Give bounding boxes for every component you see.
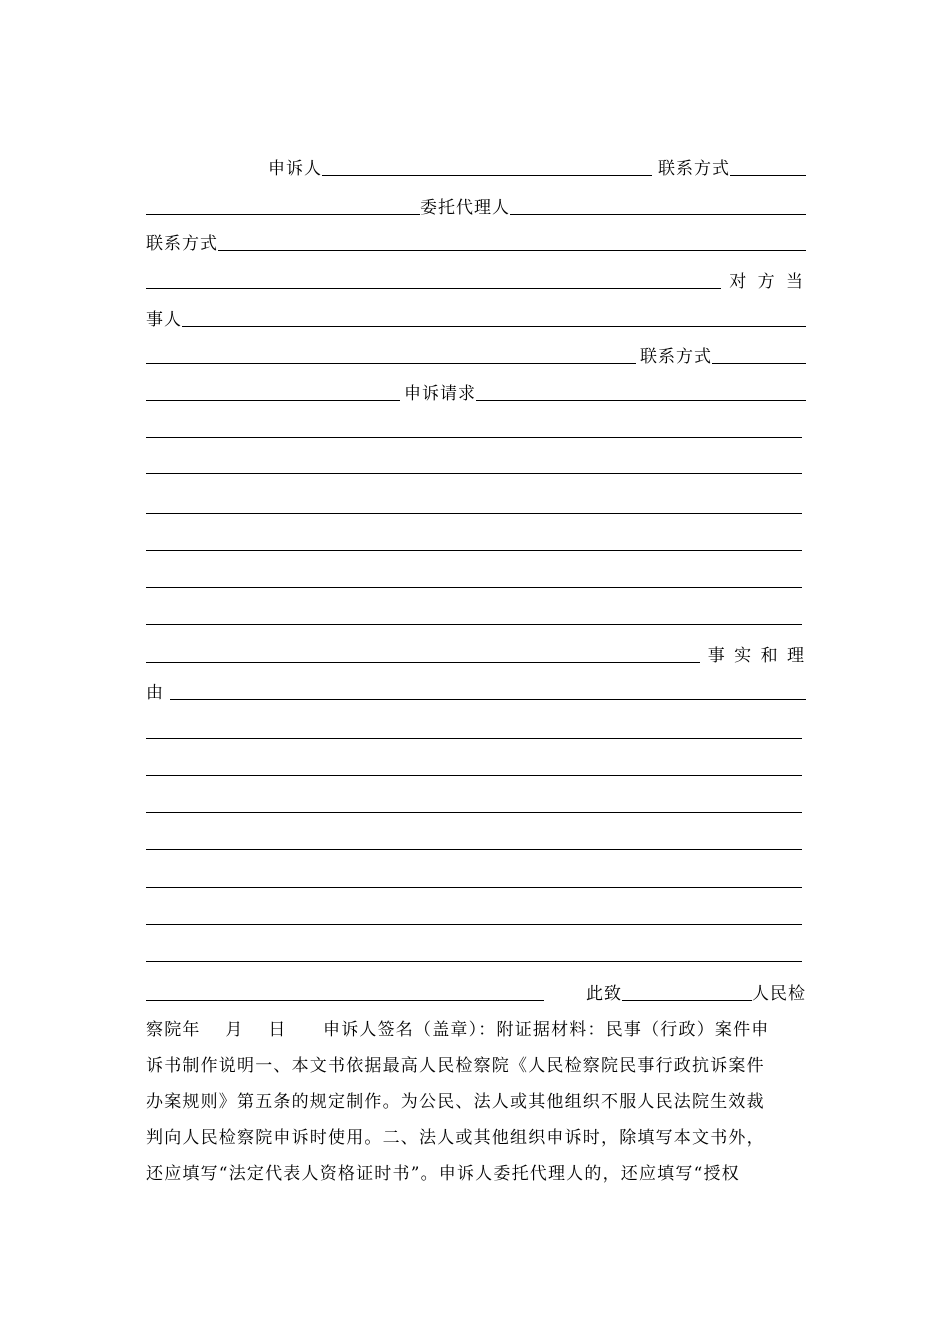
procuratorate-suffix: 人民检: [752, 984, 806, 1004]
opposing-contact-field[interactable]: [712, 363, 806, 364]
facts-line[interactable]: [146, 795, 802, 817]
opposing-contact-label: 联系方式: [640, 347, 712, 367]
opposing-label-b: 事人: [146, 310, 182, 330]
contact-label: 联系方式: [658, 159, 730, 179]
request-line[interactable]: [146, 420, 802, 442]
facts-line[interactable]: [146, 870, 802, 892]
closing-line: 诉书制作说明一、本文书依据最高人民检察院《人民检察院民事行政抗诉案件: [146, 1056, 765, 1076]
appellant-field[interactable]: [322, 175, 652, 176]
facts-row-2: [146, 682, 806, 704]
agent-contact-field[interactable]: [218, 250, 806, 251]
agent-contact-field-continued[interactable]: [146, 288, 721, 289]
opposing-contact-row: [146, 346, 806, 368]
facts-line[interactable]: [146, 758, 802, 780]
opposing-row-2: [146, 309, 806, 331]
opposing-row: [146, 271, 806, 293]
closing-row: [146, 983, 806, 1005]
closing-line: 还应填写“法定代表人资格证时书”。申诉人委托代理人的，还应填写“授权: [146, 1164, 740, 1184]
agent-label: 委托代理人: [420, 198, 510, 218]
opposing-contact-field-continued[interactable]: [146, 400, 400, 401]
facts-field[interactable]: [170, 699, 806, 700]
appellant-label: 申诉人: [268, 159, 322, 179]
request-line[interactable]: [146, 570, 802, 592]
request-field-end[interactable]: [146, 662, 700, 663]
appellant-row: [146, 158, 806, 180]
agent-field[interactable]: [510, 214, 806, 215]
opposing-field[interactable]: [182, 326, 806, 327]
facts-line[interactable]: [146, 907, 802, 929]
facts-field-end[interactable]: [146, 1000, 544, 1001]
facts-line[interactable]: [146, 832, 802, 854]
opposing-label-a: 对 方 当: [729, 272, 806, 292]
to-label: 此致: [586, 984, 622, 1004]
request-line[interactable]: [146, 496, 802, 518]
opposing-field-continued[interactable]: [146, 363, 636, 364]
closing-line: 办案规则》第五条的规定制作。为公民、法人或其他组织不服人民法院生效裁: [146, 1092, 765, 1112]
procuratorate-field[interactable]: [622, 1000, 752, 1001]
contact-field-continued[interactable]: [146, 214, 420, 215]
agent-contact-row: [146, 233, 806, 255]
contact-field[interactable]: [730, 175, 806, 176]
closing-line: 察院年 月 日 申诉人签名（盖章）：附证据材料：民事（行政）案件申: [146, 1020, 770, 1040]
agent-contact-label: 联系方式: [146, 234, 218, 254]
facts-line[interactable]: [146, 944, 802, 966]
request-line[interactable]: [146, 607, 802, 629]
agent-row: [146, 197, 806, 219]
request-row: [146, 383, 806, 405]
facts-line[interactable]: [146, 721, 802, 743]
request-label: 申诉请求: [404, 384, 476, 404]
facts-label-b: 由: [146, 683, 164, 703]
closing-paragraph: [146, 1012, 806, 1192]
facts-label-a: 事 实 和 理: [707, 646, 806, 666]
request-field[interactable]: [476, 400, 806, 401]
closing-line: 判向人民检察院申诉时使用。二、法人或其他组织申诉时，除填写本文书外，: [146, 1128, 765, 1148]
request-line[interactable]: [146, 533, 802, 555]
request-line[interactable]: [146, 456, 802, 478]
facts-row: [146, 645, 806, 667]
